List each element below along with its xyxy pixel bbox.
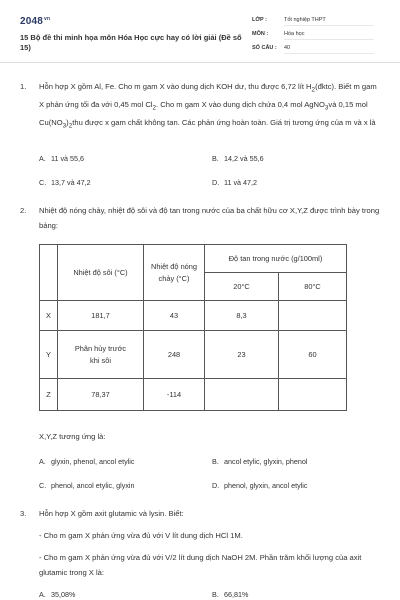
question-1 — [20, 80, 380, 142]
table-header-melting: Nhiệt độ nóng chảy (°C) — [144, 245, 205, 301]
answer-option-c[interactable]: C. phenol, ancol etylic, glyxin — [39, 481, 135, 490]
answer-option-a[interactable]: A. 35,08% — [39, 590, 76, 599]
table-row — [40, 331, 347, 379]
question-2-prompt: X,Y,Z tương ứng là: — [39, 432, 106, 441]
question-number: 2. — [20, 206, 27, 215]
meta-subject-value: Hóa học — [284, 31, 374, 40]
row-boiling: Phân hủy trước khi sôi — [58, 331, 144, 379]
question-2 — [20, 204, 380, 234]
table-header-empty — [40, 245, 58, 301]
logo-text: 2048 — [20, 16, 44, 27]
row-name: Y — [40, 331, 58, 379]
row-name: X — [40, 301, 58, 331]
answer-option-b[interactable]: B. ancol etylic, glyxin, phenol — [212, 457, 308, 466]
table-header-20c: 20°C — [205, 273, 279, 301]
row-solubility-80: 60 — [279, 331, 347, 379]
answer-option-d[interactable]: D. phenol, glyxin, ancol etylic — [212, 481, 308, 490]
question-3-line-2: - Cho m gam X phản ứng vừa đủ với V lít dung dịch HCl 1M. — [39, 531, 243, 540]
question-text: Nhiệt độ nóng chảy, nhiệt độ sôi và độ tan trong nước của ba chất hữu cơ X,Y,Z được trình bày trong bảng: — [39, 206, 380, 230]
table-header-boiling: Nhiệt độ sôi (°C) — [58, 245, 144, 301]
meta-class-value: Tốt nghiệp THPT — [284, 17, 374, 26]
meta-subject-label: MÔN : — [252, 31, 269, 37]
row-solubility-20 — [205, 379, 279, 411]
document-title: 15 Bộ đề thi minh họa môn Hóa Học cực hay có lời giải (Đề số 15) — [20, 33, 242, 52]
header-divider — [0, 62, 400, 63]
table-row — [40, 379, 347, 411]
meta-count-value: 40 — [284, 45, 374, 54]
answer-option-d[interactable]: D. 11 và 47,2 — [212, 178, 258, 187]
question-number: 1. — [20, 82, 27, 91]
logo-suffix: vn — [44, 16, 51, 22]
table-header-row — [40, 245, 347, 273]
row-solubility-20: 8,3 — [205, 301, 279, 331]
table-header-80c: 80°C — [279, 273, 347, 301]
answer-option-c[interactable]: C. 13,7 và 47,2 — [39, 178, 91, 187]
answer-option-b[interactable]: B. 66,81% — [212, 590, 249, 599]
row-solubility-20: 23 — [205, 331, 279, 379]
site-logo[interactable] — [20, 16, 50, 27]
row-boiling: 181,7 — [58, 301, 144, 331]
row-melting: 43 — [144, 301, 205, 331]
question-text: Hỗn hợp X gồm axit glutamic và lysin. Biết: — [39, 509, 184, 518]
row-solubility-80 — [279, 301, 347, 331]
meta-count-label: SỐ CÂU : — [252, 45, 277, 51]
answer-option-a[interactable]: A. glyxin, phenol, ancol etylic — [39, 457, 135, 466]
row-melting: 248 — [144, 331, 205, 379]
question-number: 3. — [20, 509, 27, 518]
question-3-line-3: - Cho m gam X phản ứng vừa đủ với V/2 lít dung dịch NaOH 2M. Phần trăm khối lượng của axit glutamic trong X là: — [39, 553, 362, 577]
row-melting: -114 — [144, 379, 205, 411]
row-boiling: 78,37 — [58, 379, 144, 411]
table-row — [40, 301, 347, 331]
answer-option-a[interactable]: A. 11 và 55,6 — [39, 154, 85, 163]
row-name: Z — [40, 379, 58, 411]
properties-table — [39, 244, 347, 411]
table-header-solubility: Độ tan trong nước (g/100ml) — [205, 245, 347, 273]
answer-option-b[interactable]: B. 14,2 và 55,6 — [212, 154, 264, 163]
row-solubility-80 — [279, 379, 347, 411]
meta-class-label: LỚP : — [252, 17, 267, 23]
question-text: Hỗn hợp X gồm Al, Fe. Cho m gam X vào dung dịch KOH dư, thu được 6,72 lít $H_2(đktc)$. Biết m gam X phản ứng tối đa với 0,45 mol $Cl_2$. Cho m gam X vào dung dịch chứa 0,4 mol AgNO$_3$và 0,15 mol $Cu(NO_3)_2thu$ được x gam chất không tan. Các phản ứng hoàn toàn. Giá trị tương ứng của m và x là — [39, 82, 377, 130]
